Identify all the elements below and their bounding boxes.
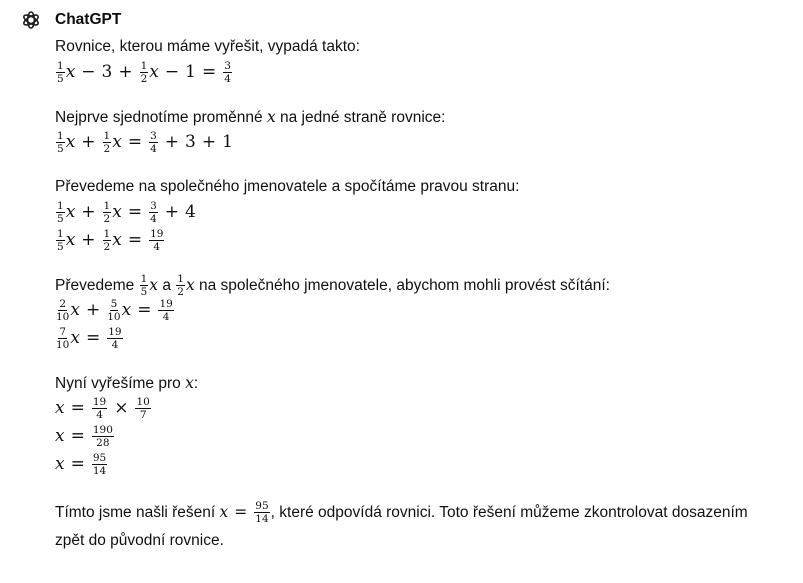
openai-logo-icon bbox=[21, 10, 41, 30]
closing-text: Tímto jsme našli řešení x = $\frac{95}{14}$ , které odpovídá rovnici. Toto řešení můžeme zkontrolovat dosazením zpět do původní rovnice. bbox=[55, 500, 748, 549]
inline-fraction bbox=[175, 274, 186, 297]
fraction: $\frac{1}{5}$ bbox=[57, 59, 64, 85]
fraction: $\frac{19}{4}$ bbox=[92, 395, 107, 421]
fraction: $\frac{1}{2}$ bbox=[177, 273, 184, 299]
equation bbox=[55, 226, 795, 254]
number: 3 bbox=[101, 62, 113, 82]
inline-variable: x bbox=[266, 108, 276, 126]
variable: x bbox=[65, 62, 76, 82]
operator: + bbox=[81, 132, 96, 152]
operator: − bbox=[81, 62, 96, 82]
variable: x bbox=[112, 132, 122, 152]
number: 3 bbox=[185, 132, 196, 152]
fraction: $\frac{10}{7}$ bbox=[136, 395, 150, 421]
step3-text: Převedeme $\frac{1}{5}$ x a $\frac{1}{2}$ x na společného jmenovatele, abychom mohli provést sčítání: bbox=[55, 273, 610, 299]
operator: − bbox=[164, 62, 180, 82]
equation bbox=[55, 128, 795, 156]
operator: = bbox=[127, 230, 143, 250]
fraction: $\frac{1}{5}$ bbox=[57, 227, 64, 253]
equation bbox=[55, 58, 795, 86]
operator: = bbox=[137, 300, 152, 320]
variable: x bbox=[65, 230, 76, 250]
inline-fraction bbox=[253, 501, 270, 524]
equation bbox=[55, 450, 795, 478]
equation bbox=[55, 324, 795, 352]
operator: = bbox=[70, 426, 85, 446]
fraction: $\frac{1}{5}$ bbox=[57, 129, 64, 155]
step4-text: Nyní vyřešíme pro x: bbox=[55, 374, 199, 392]
inline-fraction bbox=[139, 274, 150, 297]
operator: × bbox=[114, 398, 129, 418]
equation bbox=[55, 198, 795, 226]
fraction: $\frac{1}{2}$ bbox=[103, 199, 111, 225]
operator: = bbox=[127, 132, 143, 152]
number: 1 bbox=[222, 132, 233, 152]
chatgpt-avatar bbox=[20, 9, 42, 31]
variable: x bbox=[70, 300, 80, 320]
fraction: $\frac{19}{4}$ bbox=[159, 297, 173, 323]
fraction: $\frac{1}{5}$ bbox=[140, 273, 148, 299]
fraction: $\frac{19}{4}$ bbox=[108, 325, 122, 351]
operator: + bbox=[164, 202, 179, 222]
operator: + bbox=[81, 230, 96, 250]
fraction: $\frac{190}{28}$ bbox=[92, 423, 113, 449]
operator: + bbox=[164, 132, 179, 152]
fraction: $\frac{1}{2}$ bbox=[140, 59, 148, 85]
fraction: $\frac{95}{14}$ bbox=[255, 500, 269, 526]
equation bbox=[55, 394, 795, 422]
message-body bbox=[55, 36, 795, 555]
operator: + bbox=[201, 132, 217, 152]
equation bbox=[55, 422, 795, 450]
equation bbox=[55, 296, 795, 324]
variable: x bbox=[112, 230, 122, 250]
variable: x bbox=[55, 398, 65, 418]
step2-text: Převedeme na společného jmenovatele a spočítáme pravou stranu: bbox=[55, 178, 520, 195]
number: 4 bbox=[185, 202, 196, 222]
intro-text: Rovnice, kterou máme vyřešit, vypadá takto: bbox=[55, 38, 360, 55]
message-author: ChatGPT bbox=[55, 11, 122, 28]
step1-text: Nejprve sjednotíme proměnné x na jedné straně rovnice: bbox=[55, 108, 446, 126]
operator: = bbox=[85, 328, 101, 348]
variable: x bbox=[149, 62, 159, 82]
fraction: $\frac{7}{10}$ bbox=[56, 325, 70, 351]
fraction: $\frac{19}{4}$ bbox=[150, 227, 164, 253]
operator: = bbox=[201, 62, 217, 82]
operator: + bbox=[85, 300, 101, 320]
number: 1 bbox=[185, 62, 196, 82]
variable: x bbox=[112, 202, 122, 222]
operator: + bbox=[118, 62, 133, 82]
variable: x bbox=[65, 132, 76, 152]
fraction: $\frac{3}{4}$ bbox=[224, 59, 231, 85]
operator: = bbox=[70, 398, 85, 418]
variable: x bbox=[70, 328, 80, 348]
fraction: $\frac{5}{10}$ bbox=[107, 297, 121, 323]
fraction: $\frac{95}{14}$ bbox=[92, 451, 107, 477]
fraction: $\frac{1}{2}$ bbox=[103, 227, 111, 253]
operator: = bbox=[70, 454, 85, 474]
operator: = bbox=[127, 202, 143, 222]
fraction: $\frac{1}{5}$ bbox=[57, 199, 64, 225]
operator: + bbox=[81, 202, 96, 222]
fraction: $\frac{1}{2}$ bbox=[103, 129, 111, 155]
fraction: $\frac{2}{10}$ bbox=[56, 297, 70, 323]
fraction: $\frac{3}{4}$ bbox=[150, 129, 157, 155]
variable: x bbox=[121, 300, 132, 320]
variable: x bbox=[55, 426, 65, 446]
variable: x bbox=[65, 202, 76, 222]
fraction: $\frac{3}{4}$ bbox=[150, 199, 157, 225]
variable: x bbox=[55, 454, 65, 474]
